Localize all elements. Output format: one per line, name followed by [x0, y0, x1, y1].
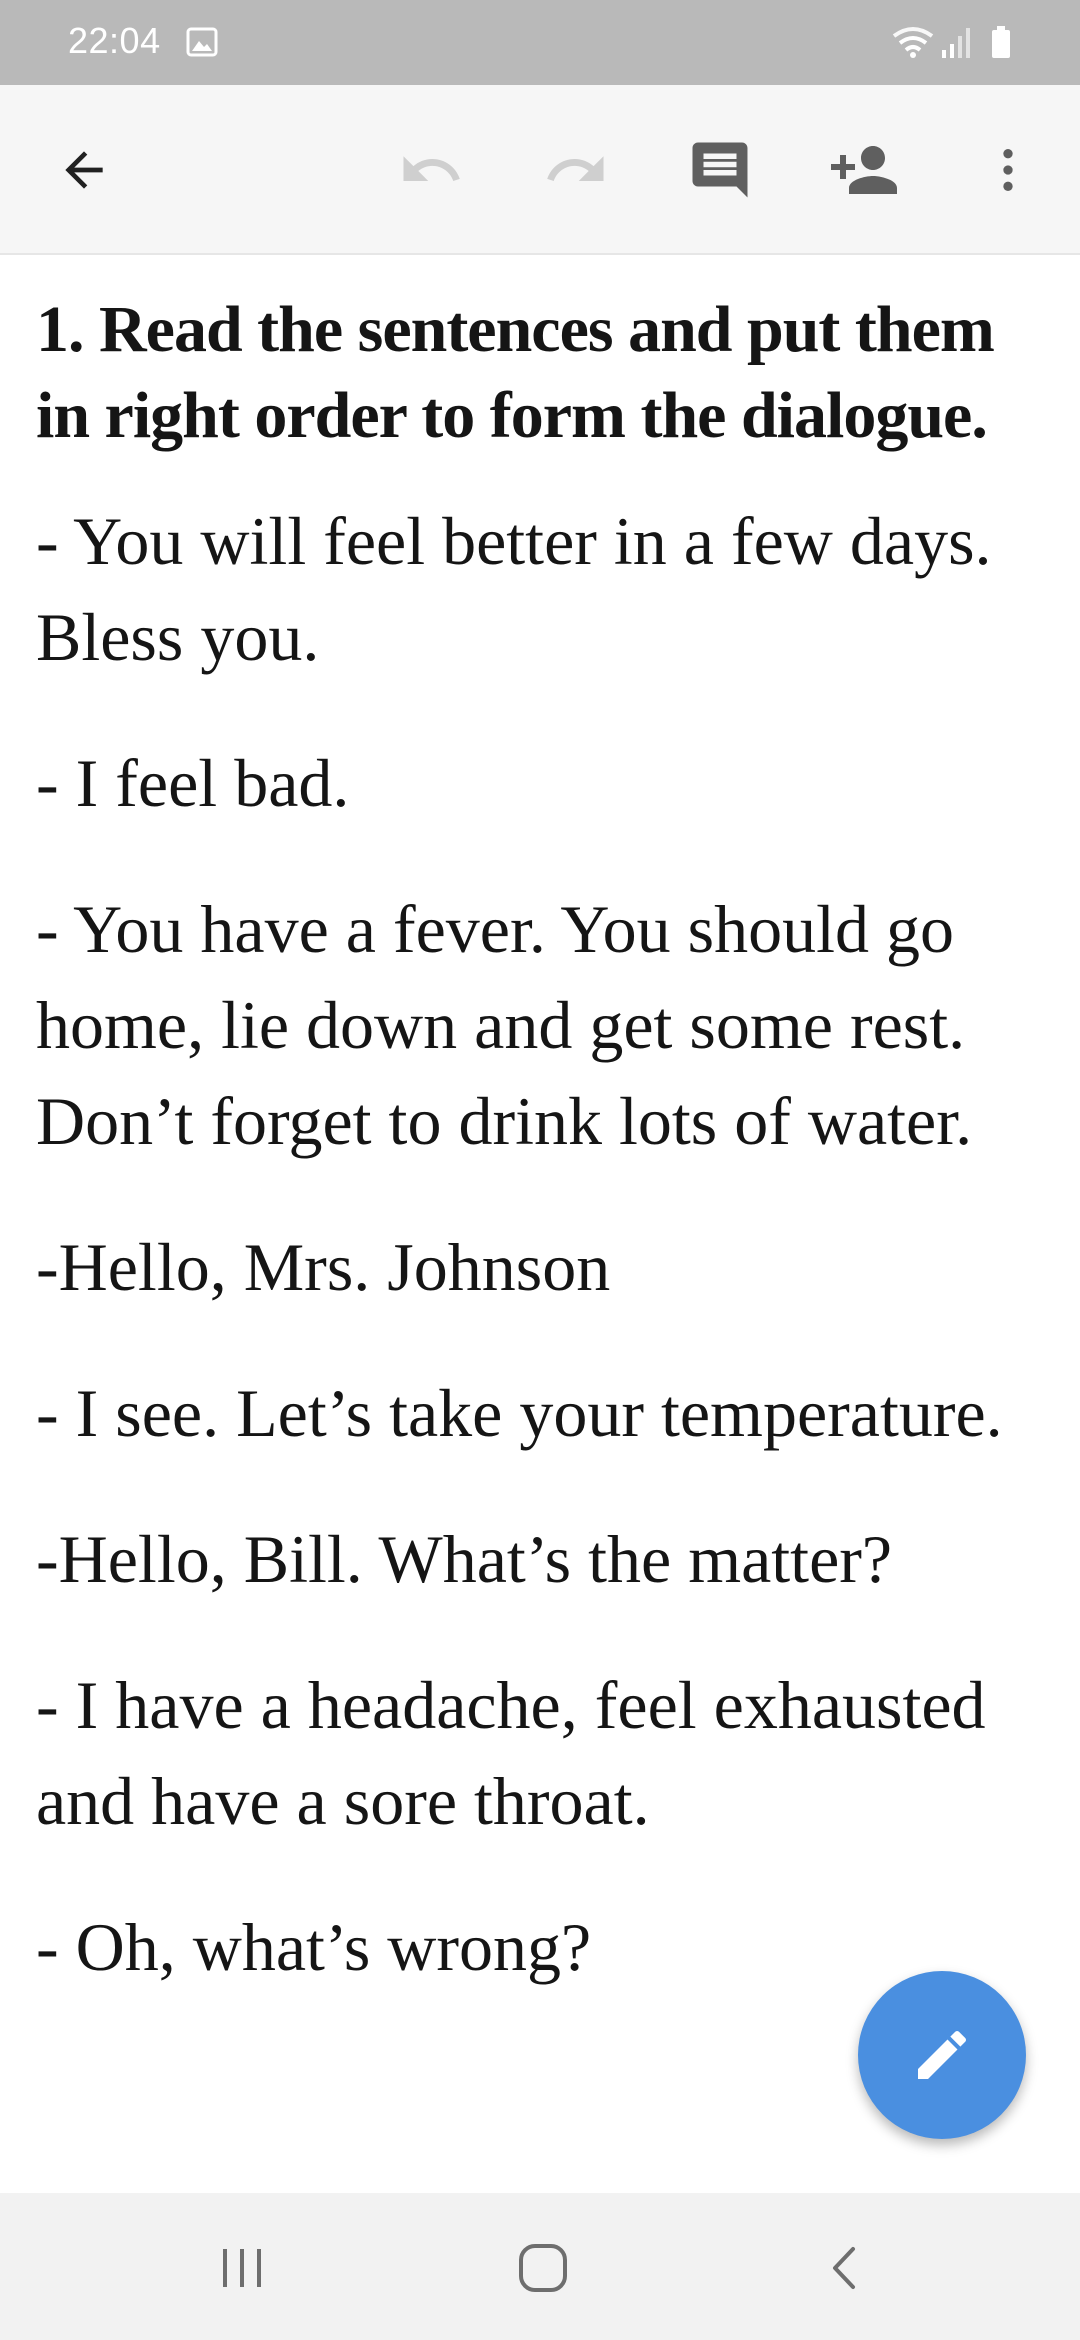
- home-button[interactable]: [483, 2223, 603, 2313]
- dialogue-line: -Hello, Mrs. Johnson: [36, 1229, 611, 1305]
- battery-icon: [990, 24, 1012, 60]
- document-body[interactable]: [0, 257, 1080, 2193]
- dialogue-line: - You have a fever. You should go home, lie down and get some rest. Don’t forget to drink lots of water.: [36, 891, 973, 1159]
- back-arrow-icon: [56, 142, 112, 198]
- wifi-icon: [890, 24, 936, 60]
- redo-icon: [543, 137, 609, 203]
- dialogue-line: - I have a headache, feel exhausted and have a sore throat.: [36, 1667, 986, 1839]
- dialogue-line: -Hello, Bill. What’s the matter?: [36, 1521, 893, 1597]
- document-heading: 1. Read the sentences and put them in right order to form the dialogue.: [36, 293, 994, 452]
- signal-icon: [940, 24, 974, 60]
- status-bar: [0, 0, 1080, 85]
- undo-icon: [398, 137, 464, 203]
- comment-button[interactable]: [672, 122, 768, 218]
- add-person-icon: [828, 134, 900, 206]
- add-person-button[interactable]: [816, 122, 912, 218]
- dialogue-line: - You will feel better in a few days. Bless you.: [36, 503, 992, 675]
- system-navigation-bar: [0, 2193, 1080, 2340]
- more-vert-icon: [980, 142, 1036, 198]
- recents-button[interactable]: [182, 2223, 302, 2313]
- image-notification-icon: [186, 27, 218, 57]
- home-icon: [515, 2240, 571, 2296]
- nav-back-button[interactable]: [786, 2223, 906, 2313]
- status-time: 22:04: [68, 20, 161, 61]
- undo-button[interactable]: [383, 122, 479, 218]
- dialogue-line: - Oh, what’s wrong?: [36, 1909, 592, 1985]
- dialogue-line: - I see. Let’s take your temperature.: [36, 1375, 1003, 1451]
- document-toolbar: [0, 85, 1080, 255]
- edit-fab-button[interactable]: [858, 1971, 1026, 2139]
- more-options-button[interactable]: [960, 122, 1056, 218]
- nav-back-icon: [821, 2243, 871, 2293]
- redo-button[interactable]: [528, 122, 624, 218]
- pencil-edit-icon: [910, 2023, 974, 2087]
- comment-icon: [687, 137, 753, 203]
- back-button[interactable]: [36, 122, 132, 218]
- dialogue-line: - I feel bad.: [36, 745, 350, 821]
- recents-icon: [217, 2243, 267, 2293]
